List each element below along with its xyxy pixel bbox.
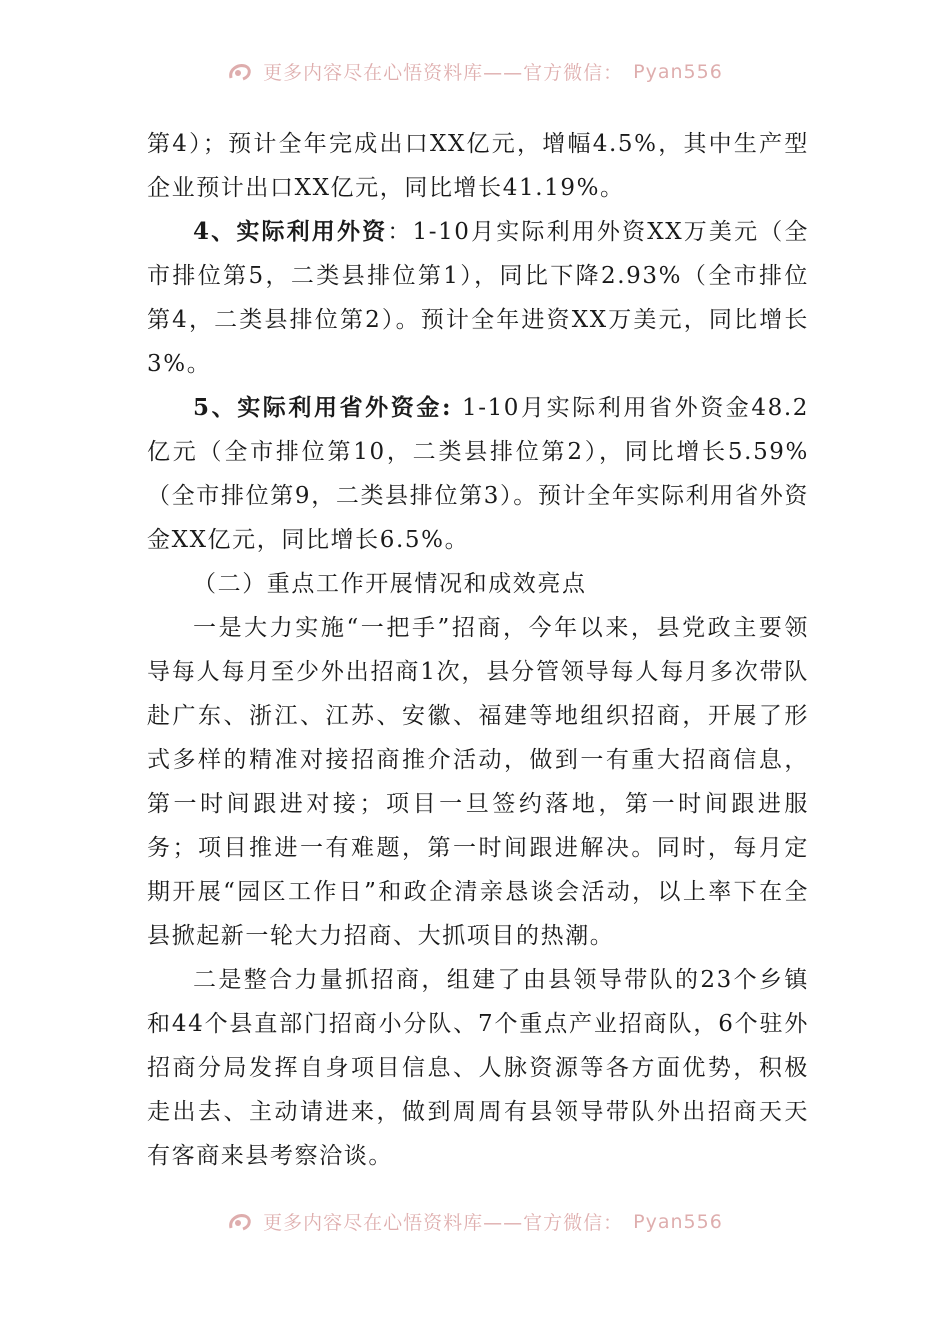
logo-icon bbox=[227, 1210, 253, 1234]
document-body bbox=[147, 122, 809, 1178]
watermark-text: 更多内容尽在心悟资料库——官方微信： bbox=[263, 1212, 624, 1234]
text-foreign-capital: ：1-10月实际利用外资XX万美元（全市排位第5，二类县排位第1），同比下降2.93%（全市排位第4，二类县排位第2）。预计全年进资XX万美元，同比增长3%。 bbox=[147, 219, 809, 377]
paragraph-integrated-forces: 二是整合力量抓招商，组建了由县领导带队的23个乡镇和44个县直部门招商小分队、7个重点产业招商队，6个驻外招商分局发挥自身项目信息、人脉资源等各方面优势，积极走出去、主动请进来，做到周周有县领导带队外出招商天天有客商来县考察洽谈。 bbox=[147, 967, 809, 1169]
watermark-footer bbox=[0, 1208, 950, 1235]
watermark-handle: Pyan556 bbox=[633, 1210, 723, 1233]
paragraph-domestic-capital bbox=[147, 386, 809, 562]
paragraph-leader-investment: 一是大力实施“一把手”招商，今年以来，县党政主要领导每人每月至少外出招商1次，县分管领导每人每月多次带队赴广东、浙江、江苏、安徽、福建等地组织招商，开展了形式多样的精准对接招商推介活动，做到一有重大招商信息，第一时间跟进对接；项目一旦签约落地，第一时间跟进服务；项目推进一有难题，第一时间跟进解决。同时，每月定期开展“园区工作日”和政企清亲恳谈会活动，以上率下在全县掀起新一轮大力招商、大抓项目的热潮。 bbox=[147, 615, 809, 949]
watermark-text: 更多内容尽在心悟资料库——官方微信： bbox=[263, 62, 624, 84]
watermark-header bbox=[0, 58, 950, 85]
paragraph-foreign-capital bbox=[147, 210, 809, 386]
watermark-handle: Pyan556 bbox=[633, 60, 723, 83]
heading-foreign-capital: 4、实际利用外资 bbox=[193, 218, 388, 245]
heading-domestic-capital: 5、实际利用省外资金: bbox=[193, 394, 453, 421]
logo-icon bbox=[227, 60, 253, 84]
paragraph-1: 第4）；预计全年完成出口XX亿元，增幅4.5%，其中生产型企业预计出口XX亿元，同比增长41.19%。 bbox=[147, 131, 809, 201]
section-heading: （二）重点工作开展情况和成效亮点 bbox=[193, 571, 587, 597]
text-domestic-capital: 1-10月实际利用省外资金48.2亿元（全市排位第10，二类县排位第2），同比增长5.59%（全市排位第9，二类县排位第3）。预计全年实际利用省外资金XX亿元，同比增长6.5%。 bbox=[147, 395, 810, 553]
